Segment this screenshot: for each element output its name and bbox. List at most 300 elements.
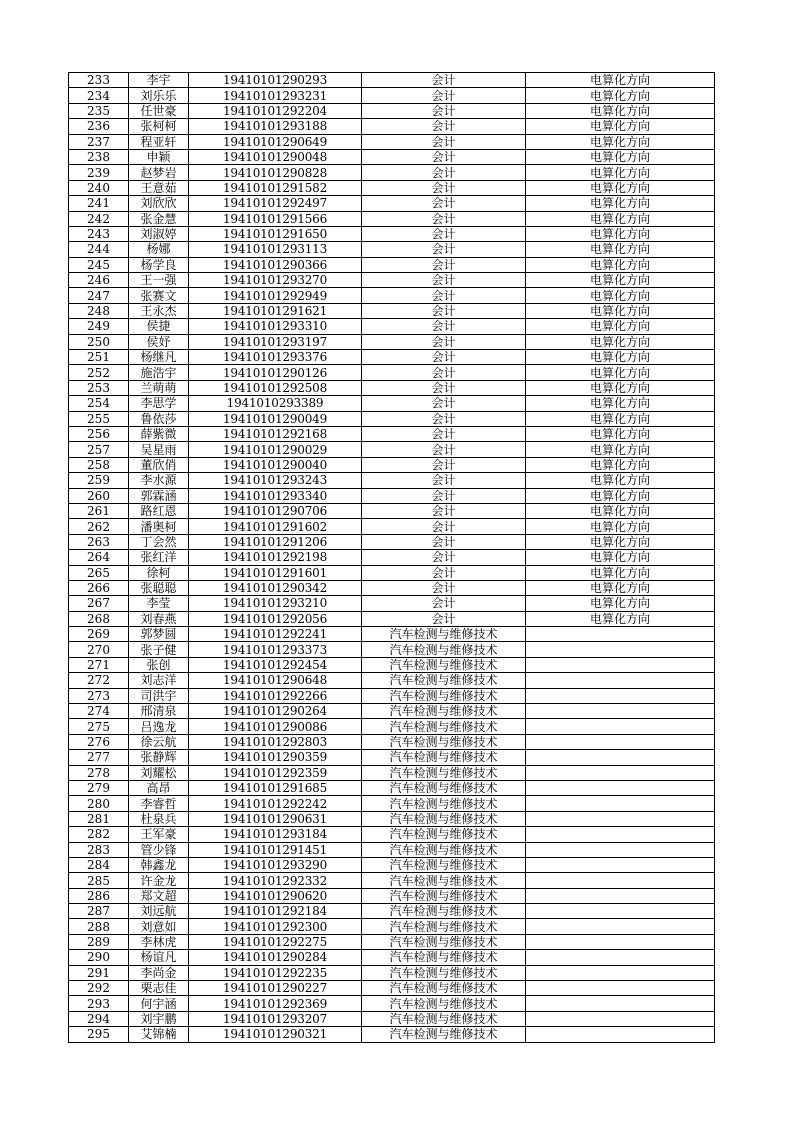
table-row (69, 704, 715, 719)
table-row (69, 165, 715, 180)
major-cell: 汽车检测与维修技术 (362, 934, 526, 949)
major-cell: 汽车检测与维修技术 (362, 796, 526, 811)
row-number-cell: 280 (69, 796, 129, 811)
student-name-cell: 许金龙 (129, 873, 189, 888)
student-id-cell: 19410101291206 (189, 534, 362, 549)
student-name-cell: 刘意如 (129, 919, 189, 934)
row-number-cell: 276 (69, 734, 129, 749)
student-name-cell: 张聪聪 (129, 580, 189, 595)
table-row (69, 134, 715, 149)
student-id-cell: 19410101292275 (189, 934, 362, 949)
major-cell: 会计 (362, 319, 526, 334)
student-name-cell: 李莹 (129, 596, 189, 611)
direction-cell: 电算化方向 (526, 457, 715, 472)
major-cell: 汽车检测与维修技术 (362, 996, 526, 1011)
student-id-cell: 19410101291601 (189, 565, 362, 580)
major-cell: 汽车检测与维修技术 (362, 627, 526, 642)
student-name-cell: 张静辉 (129, 750, 189, 765)
major-cell: 会计 (362, 273, 526, 288)
student-roster-table (68, 72, 715, 1043)
row-number-cell: 253 (69, 380, 129, 395)
student-name-cell: 侯捷 (129, 319, 189, 334)
table-row (69, 688, 715, 703)
table-row (69, 319, 715, 334)
row-number-cell: 249 (69, 319, 129, 334)
direction-cell: 电算化方向 (526, 196, 715, 211)
direction-cell: 电算化方向 (526, 488, 715, 503)
student-name-cell: 杨学良 (129, 257, 189, 272)
student-id-cell: 19410101292168 (189, 426, 362, 441)
table-row (69, 965, 715, 980)
row-number-cell: 265 (69, 565, 129, 580)
table-row (69, 611, 715, 626)
row-number-cell: 235 (69, 103, 129, 118)
table-row (69, 226, 715, 241)
student-id-cell: 19410101290648 (189, 673, 362, 688)
table-row (69, 103, 715, 118)
major-cell: 会计 (362, 211, 526, 226)
direction-cell: 电算化方向 (526, 596, 715, 611)
table-row (69, 303, 715, 318)
student-name-cell: 何宇涵 (129, 996, 189, 1011)
row-number-cell: 245 (69, 257, 129, 272)
major-cell: 会计 (362, 119, 526, 134)
major-cell: 会计 (362, 457, 526, 472)
student-id-cell: 19410101292198 (189, 550, 362, 565)
student-name-cell: 韩鑫龙 (129, 857, 189, 872)
student-id-cell: 19410101293243 (189, 473, 362, 488)
direction-cell (526, 857, 715, 872)
major-cell: 会计 (362, 103, 526, 118)
major-cell: 会计 (362, 226, 526, 241)
row-number-cell: 260 (69, 488, 129, 503)
row-number-cell: 285 (69, 873, 129, 888)
table-row (69, 273, 715, 288)
row-number-cell: 291 (69, 965, 129, 980)
direction-cell (526, 934, 715, 949)
major-cell: 会计 (362, 303, 526, 318)
table-row (69, 211, 715, 226)
student-name-cell: 郭梦圆 (129, 627, 189, 642)
row-number-cell: 282 (69, 827, 129, 842)
direction-cell: 电算化方向 (526, 442, 715, 457)
table-row (69, 88, 715, 103)
row-number-cell: 286 (69, 888, 129, 903)
direction-cell (526, 688, 715, 703)
student-id-cell: 19410101293188 (189, 119, 362, 134)
table-row (69, 642, 715, 657)
major-cell: 汽车检测与维修技术 (362, 765, 526, 780)
table-row (69, 334, 715, 349)
table-row (69, 426, 715, 441)
student-name-cell: 侯妤 (129, 334, 189, 349)
row-number-cell: 283 (69, 842, 129, 857)
student-name-cell: 李水源 (129, 473, 189, 488)
table-row (69, 627, 715, 642)
table-row (69, 257, 715, 272)
major-cell: 汽车检测与维修技术 (362, 1027, 526, 1042)
row-number-cell: 295 (69, 1027, 129, 1042)
row-number-cell: 294 (69, 1011, 129, 1026)
direction-cell (526, 811, 715, 826)
student-name-cell: 李林虎 (129, 934, 189, 949)
major-cell: 会计 (362, 334, 526, 349)
table-row (69, 550, 715, 565)
student-name-cell: 郑文超 (129, 888, 189, 903)
table-row (69, 365, 715, 380)
row-number-cell: 281 (69, 811, 129, 826)
student-name-cell: 李宇 (129, 73, 189, 88)
student-name-cell: 王一强 (129, 273, 189, 288)
student-id-cell: 19410101290264 (189, 704, 362, 719)
major-cell: 会计 (362, 488, 526, 503)
student-id-cell: 19410101290342 (189, 580, 362, 595)
row-number-cell: 246 (69, 273, 129, 288)
row-number-cell: 257 (69, 442, 129, 457)
major-cell: 汽车检测与维修技术 (362, 981, 526, 996)
direction-cell (526, 1027, 715, 1042)
major-cell: 汽车检测与维修技术 (362, 642, 526, 657)
row-number-cell: 269 (69, 627, 129, 642)
direction-cell: 电算化方向 (526, 350, 715, 365)
student-name-cell: 杨娜 (129, 242, 189, 257)
row-number-cell: 259 (69, 473, 129, 488)
student-name-cell: 吕逸龙 (129, 719, 189, 734)
direction-cell (526, 827, 715, 842)
student-id-cell: 19410101290631 (189, 811, 362, 826)
row-number-cell: 238 (69, 149, 129, 164)
direction-cell: 电算化方向 (526, 226, 715, 241)
student-id-cell: 19410101293184 (189, 827, 362, 842)
table-row (69, 580, 715, 595)
table-row (69, 180, 715, 195)
student-name-cell: 刘春燕 (129, 611, 189, 626)
student-id-cell: 19410101291451 (189, 842, 362, 857)
direction-cell (526, 734, 715, 749)
major-cell: 汽车检测与维修技术 (362, 857, 526, 872)
student-name-cell: 栗志佳 (129, 981, 189, 996)
row-number-cell: 261 (69, 503, 129, 518)
row-number-cell: 288 (69, 919, 129, 934)
direction-cell (526, 965, 715, 980)
direction-cell: 电算化方向 (526, 73, 715, 88)
student-id-cell: 19410101292803 (189, 734, 362, 749)
student-name-cell: 鲁依莎 (129, 411, 189, 426)
student-id-cell: 19410101293270 (189, 273, 362, 288)
student-name-cell: 张子健 (129, 642, 189, 657)
student-id-cell: 19410101290049 (189, 411, 362, 426)
table-row (69, 857, 715, 872)
student-name-cell: 刘宇鹏 (129, 1011, 189, 1026)
direction-cell (526, 950, 715, 965)
major-cell: 会计 (362, 503, 526, 518)
table-row (69, 534, 715, 549)
student-id-cell: 19410101292235 (189, 965, 362, 980)
major-cell: 汽车检测与维修技术 (362, 842, 526, 857)
direction-cell (526, 981, 715, 996)
major-cell: 会计 (362, 580, 526, 595)
direction-cell: 电算化方向 (526, 473, 715, 488)
row-number-cell: 274 (69, 704, 129, 719)
table-row (69, 811, 715, 826)
student-id-cell: 19410101290086 (189, 719, 362, 734)
student-name-cell: 张金慧 (129, 211, 189, 226)
direction-cell: 电算化方向 (526, 611, 715, 626)
major-cell: 会计 (362, 550, 526, 565)
direction-cell: 电算化方向 (526, 319, 715, 334)
table-row (69, 503, 715, 518)
row-number-cell: 258 (69, 457, 129, 472)
student-name-cell: 张柯柯 (129, 119, 189, 134)
direction-cell: 电算化方向 (526, 503, 715, 518)
row-number-cell: 275 (69, 719, 129, 734)
student-id-cell: 19410101293373 (189, 642, 362, 657)
row-number-cell: 279 (69, 780, 129, 795)
student-id-cell: 19410101290620 (189, 888, 362, 903)
student-id-cell: 19410101291621 (189, 303, 362, 318)
student-name-cell: 杜泉兵 (129, 811, 189, 826)
major-cell: 汽车检测与维修技术 (362, 657, 526, 672)
direction-cell (526, 765, 715, 780)
direction-cell: 电算化方向 (526, 134, 715, 149)
student-id-cell: 19410101290359 (189, 750, 362, 765)
table-row (69, 196, 715, 211)
major-cell: 会计 (362, 149, 526, 164)
student-id-cell: 19410101290828 (189, 165, 362, 180)
major-cell: 会计 (362, 396, 526, 411)
direction-cell (526, 904, 715, 919)
student-id-cell: 19410101293340 (189, 488, 362, 503)
student-id-cell: 19410101292359 (189, 765, 362, 780)
row-number-cell: 290 (69, 950, 129, 965)
student-name-cell: 邢清泉 (129, 704, 189, 719)
row-number-cell: 233 (69, 73, 129, 88)
row-number-cell: 243 (69, 226, 129, 241)
table-row (69, 765, 715, 780)
student-id-cell: 19410101291602 (189, 519, 362, 534)
major-cell: 汽车检测与维修技术 (362, 919, 526, 934)
table-row (69, 780, 715, 795)
direction-cell: 电算化方向 (526, 180, 715, 195)
table-row (69, 596, 715, 611)
direction-cell: 电算化方向 (526, 88, 715, 103)
student-id-cell: 19410101292241 (189, 627, 362, 642)
student-id-cell: 19410101292369 (189, 996, 362, 1011)
row-number-cell: 242 (69, 211, 129, 226)
table-row (69, 242, 715, 257)
direction-cell (526, 919, 715, 934)
student-id-cell: 19410101290029 (189, 442, 362, 457)
row-number-cell: 267 (69, 596, 129, 611)
student-id-cell: 19410101290293 (189, 73, 362, 88)
row-number-cell: 236 (69, 119, 129, 134)
major-cell: 会计 (362, 534, 526, 549)
row-number-cell: 250 (69, 334, 129, 349)
table-row (69, 842, 715, 857)
table-row (69, 1027, 715, 1042)
direction-cell (526, 780, 715, 795)
direction-cell: 电算化方向 (526, 103, 715, 118)
direction-cell: 电算化方向 (526, 411, 715, 426)
student-name-cell: 赵梦岩 (129, 165, 189, 180)
row-number-cell: 289 (69, 934, 129, 949)
direction-cell: 电算化方向 (526, 303, 715, 318)
major-cell: 会计 (362, 257, 526, 272)
student-name-cell: 徐柯 (129, 565, 189, 580)
table-row (69, 73, 715, 88)
row-number-cell: 264 (69, 550, 129, 565)
direction-cell (526, 873, 715, 888)
table-row (69, 719, 715, 734)
row-number-cell: 278 (69, 765, 129, 780)
student-id-cell: 19410101292300 (189, 919, 362, 934)
table-row (69, 827, 715, 842)
student-name-cell: 李睿哲 (129, 796, 189, 811)
major-cell: 会计 (362, 288, 526, 303)
direction-cell (526, 996, 715, 1011)
student-id-cell: 19410101290366 (189, 257, 362, 272)
student-name-cell: 兰萌萌 (129, 380, 189, 395)
row-number-cell: 272 (69, 673, 129, 688)
direction-cell: 电算化方向 (526, 565, 715, 580)
student-name-cell: 刘乐乐 (129, 88, 189, 103)
major-cell: 汽车检测与维修技术 (362, 750, 526, 765)
student-name-cell: 王永杰 (129, 303, 189, 318)
row-number-cell: 256 (69, 426, 129, 441)
table-row (69, 996, 715, 1011)
student-id-cell: 19410101290227 (189, 981, 362, 996)
major-cell: 会计 (362, 596, 526, 611)
direction-cell (526, 842, 715, 857)
student-id-cell: 19410101291685 (189, 780, 362, 795)
major-cell: 会计 (362, 442, 526, 457)
student-name-cell: 徐云航 (129, 734, 189, 749)
student-id-cell: 19410101293310 (189, 319, 362, 334)
row-number-cell: 268 (69, 611, 129, 626)
row-number-cell: 273 (69, 688, 129, 703)
student-id-cell: 19410101293207 (189, 1011, 362, 1026)
table-row (69, 904, 715, 919)
direction-cell: 电算化方向 (526, 288, 715, 303)
major-cell: 会计 (362, 426, 526, 441)
direction-cell: 电算化方向 (526, 550, 715, 565)
row-number-cell: 277 (69, 750, 129, 765)
major-cell: 汽车检测与维修技术 (362, 780, 526, 795)
student-name-cell: 路红恩 (129, 503, 189, 518)
roster-body (69, 73, 715, 1043)
direction-cell: 电算化方向 (526, 534, 715, 549)
direction-cell: 电算化方向 (526, 165, 715, 180)
row-number-cell: 241 (69, 196, 129, 211)
table-row (69, 288, 715, 303)
major-cell: 汽车检测与维修技术 (362, 827, 526, 842)
direction-cell (526, 1011, 715, 1026)
student-id-cell: 19410101293290 (189, 857, 362, 872)
student-name-cell: 董欣俏 (129, 457, 189, 472)
student-name-cell: 刘耀松 (129, 765, 189, 780)
student-name-cell: 高昂 (129, 780, 189, 795)
direction-cell (526, 673, 715, 688)
table-row (69, 519, 715, 534)
student-id-cell: 19410101292949 (189, 288, 362, 303)
direction-cell (526, 888, 715, 903)
direction-cell: 电算化方向 (526, 580, 715, 595)
student-name-cell: 潘奥柯 (129, 519, 189, 534)
direction-cell: 电算化方向 (526, 334, 715, 349)
table-row (69, 750, 715, 765)
student-name-cell: 张红洋 (129, 550, 189, 565)
row-number-cell: 240 (69, 180, 129, 195)
major-cell: 会计 (362, 519, 526, 534)
student-name-cell: 刘欣欣 (129, 196, 189, 211)
major-cell: 汽车检测与维修技术 (362, 965, 526, 980)
table-row (69, 1011, 715, 1026)
direction-cell (526, 657, 715, 672)
table-row (69, 488, 715, 503)
major-cell: 汽车检测与维修技术 (362, 950, 526, 965)
major-cell: 会计 (362, 134, 526, 149)
major-cell: 汽车检测与维修技术 (362, 811, 526, 826)
student-id-cell: 19410101293376 (189, 350, 362, 365)
student-id-cell: 19410101291650 (189, 226, 362, 241)
student-id-cell: 19410101293197 (189, 334, 362, 349)
student-id-cell: 19410101292497 (189, 196, 362, 211)
table-row (69, 396, 715, 411)
direction-cell (526, 704, 715, 719)
major-cell: 会计 (362, 611, 526, 626)
major-cell: 汽车检测与维修技术 (362, 1011, 526, 1026)
row-number-cell: 255 (69, 411, 129, 426)
student-name-cell: 杨谊凡 (129, 950, 189, 965)
student-id-cell: 19410101293210 (189, 596, 362, 611)
student-name-cell: 施浩宇 (129, 365, 189, 380)
row-number-cell: 293 (69, 996, 129, 1011)
student-id-cell: 19410101292266 (189, 688, 362, 703)
student-id-cell: 19410101290048 (189, 149, 362, 164)
major-cell: 会计 (362, 380, 526, 395)
table-row (69, 950, 715, 965)
table-row (69, 888, 715, 903)
major-cell: 会计 (362, 73, 526, 88)
row-number-cell: 254 (69, 396, 129, 411)
table-row (69, 473, 715, 488)
direction-cell: 电算化方向 (526, 519, 715, 534)
student-id-cell: 19410101290321 (189, 1027, 362, 1042)
table-row (69, 411, 715, 426)
major-cell: 会计 (362, 165, 526, 180)
row-number-cell: 239 (69, 165, 129, 180)
student-name-cell: 吴星雨 (129, 442, 189, 457)
student-name-cell: 丁会然 (129, 534, 189, 549)
row-number-cell: 262 (69, 519, 129, 534)
major-cell: 汽车检测与维修技术 (362, 719, 526, 734)
major-cell: 汽车检测与维修技术 (362, 888, 526, 903)
student-name-cell: 司洪宇 (129, 688, 189, 703)
student-name-cell: 李尚金 (129, 965, 189, 980)
direction-cell: 电算化方向 (526, 119, 715, 134)
student-id-cell: 19410101290649 (189, 134, 362, 149)
table-row (69, 442, 715, 457)
student-id-cell: 1941010293389 (189, 396, 362, 411)
student-name-cell: 杨继凡 (129, 350, 189, 365)
direction-cell: 电算化方向 (526, 273, 715, 288)
table-row (69, 796, 715, 811)
table-row (69, 657, 715, 672)
student-name-cell: 刘志洋 (129, 673, 189, 688)
major-cell: 汽车检测与维修技术 (362, 673, 526, 688)
student-name-cell: 管少锋 (129, 842, 189, 857)
student-id-cell: 19410101292056 (189, 611, 362, 626)
